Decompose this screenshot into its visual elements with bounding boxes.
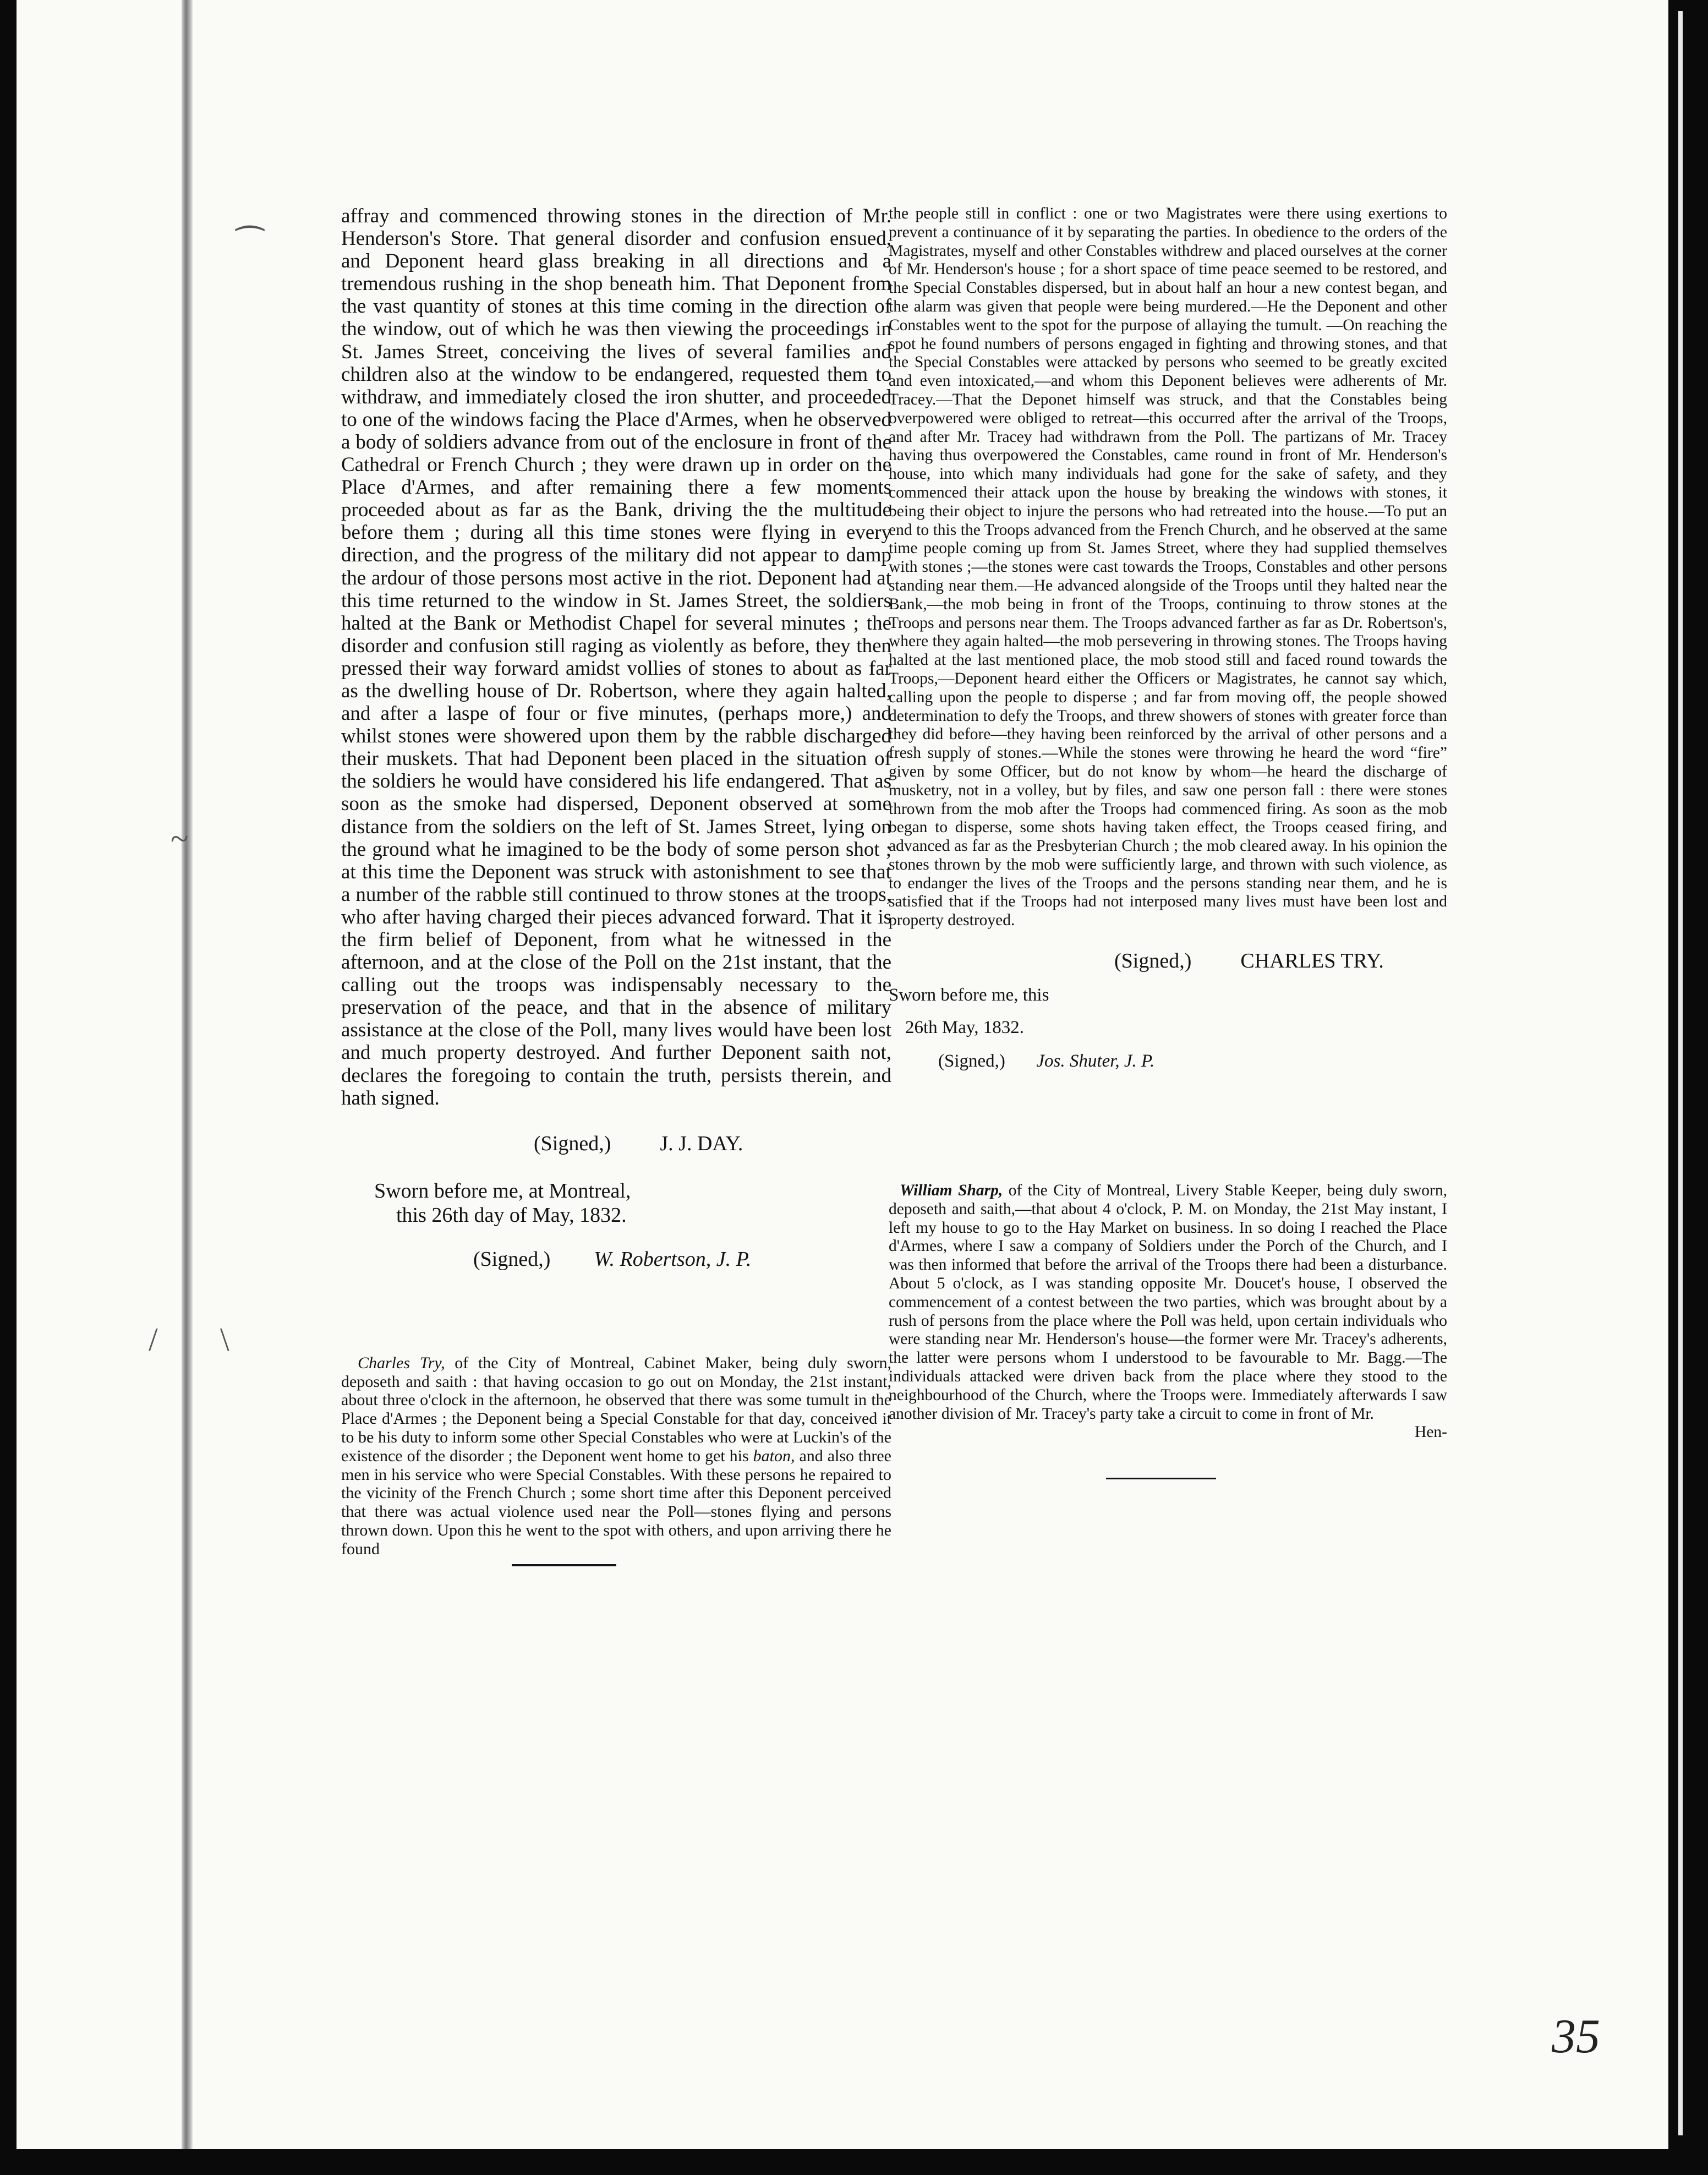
signature-line: (Signed,) CHARLES TRY. xyxy=(1114,949,1384,973)
signatory-name: CHARLES TRY. xyxy=(1240,949,1384,973)
magistrate-signature: (Signed,) Jos. Shuter, J. P. xyxy=(938,1051,1155,1072)
signature-line: (Signed,) J. J. DAY. xyxy=(534,1132,743,1155)
document-page xyxy=(17,0,1685,2149)
scan-mark: ⁀ xyxy=(237,227,264,263)
left-column xyxy=(341,205,891,1559)
scan-mark: \ xyxy=(220,1321,229,1358)
page-number: 35 xyxy=(1552,2010,1600,2063)
right-column xyxy=(889,205,1447,1441)
deposition-text: the people still in conflict : one or two Magistrates were there using exertions to prevent a continuance of it by separating the parties. In obedience to the orders of the Magistrates, myself and other Constables withdrew and placed ourselves at the corner of Mr. Henderson's house ; for a short space of time peace seemed to be restored, and the Special Constables dispersed, but in about half an hour a new contest began, and the alarm was given that people were being murdered.—He the Deponent and other Constables went to the spot for the purpose of allaying the tumult. —On reaching the spot he found numbers of persons engaged in fighting and throwing stones, and that the Special Constables were attacked by persons who seemed to be greatly excited and even intoxicated,—and whom this Deponent believes were adherents of Mr. Tracey.—That the Deponet himself was struck, and that the Constables being overpowered were obliged to retreat—this occurred after the arrival of the Troops, and after Mr. Tracey had withdrawn from the Poll. The partizans of Mr. Tracey having thus overpowered the Constables, came round in front of Mr. Henderson's house, into which many individuals had gone for the sake of safety, and they commenced their attack upon the house by breaking the windows with stones, it being their object to injure the persons who had retreated into the house.—To put an end to this the Troops advanced from the French Church, and he observed at the same time people coming up from St. James Street, where they had supplied themselves with stones ;—the stones were cast towards the Troops, Constables and other persons standing near them.—He advanced alongside of the Troops until they halted near the Bank,—the mob being in front of the Troops, continuing to throw stones at the Troops and persons near them. The Troops advanced farther as far as Dr. Robertson's, where they again halted—the mob persevering in throwing stones. The Troops having halted at the last mentioned place, the mob stood still and faced round towards the Troops,—Deponent heard either the Officers or Magistrates, he cannot say which, calling upon the people to disperse ; and far from moving off, the people showed determination to defy the Troops, and threw showers of stones with greater force than they did before—they having been reinforced by the arrival of other persons and a fresh supply of stones.—While the stones were throwing he heard the word “fire” given by some Officer, but do not know by whom—he heard the discharge of musketry, not in a volley, but by files, and saw one person fall : there were stones thrown from the mob after the Troops had commenced firing. As soon as the mob began to disperse, some shots having taken effect, the Troops ceased firing, and advanced as far as the Presbyterian Church ; the mob cleared away. In his opinion the stones thrown by the mob were sufficiently large, and thrown with such violence, as to endanger the lives of the Troops and the persons standing near them, and he is satisfied that if the Troops had not interposed many lives must have been lost and property destroyed. xyxy=(889,205,1447,930)
scan-mark: ~ xyxy=(171,821,189,857)
magistrate-name: Jos. Shuter, J. P. xyxy=(1036,1051,1155,1072)
sworn-statement: Sworn before me, this 26th May, 1832. xyxy=(889,985,1049,1038)
binding-edge xyxy=(182,0,193,2149)
deposition-text: affray and commenced throwing stones in the direction of Mr. Henderson's Store. That general disorder and confusion ensued, and Deponent heard glass breaking in all directions and a tremendous rushing in the shop beneath him. That Deponent from the vast quantity of stones at this time coming in the direction of the window, out of which he was then viewing the proceedings in St. James Street, conceiving the lives of several families and children also at the window to be endangered, requested them to withdraw, and immediately closed the iron shutter, and proceeded to one of the windows facing the Place d'Armes, when he observed a body of soldiers advance from out of the enclosure in front of the Cathedral or French Church ; they were drawn up in order on the Place d'Armes, and after remaining there a few moments proceeded about as far as the Bank, driving the the multitude before them ; during all this time stones were flying in every direction, and the progress of the military did not appear to damp the ardour of those persons most active in the riot. Deponent had at this time returned to the window in St. James Street, the soldiers halted at the Bank or Methodist Chapel for several minutes ; the disorder and confusion still raging as violently as before, they then pressed their way forward amidst vollies of stones to about as far as the dwelling house of Dr. Robertson, where they again halted, and after a laspe of four or five minutes, (perhaps more,) and whilst stones were showered upon them by the rabble discharged their muskets. That had Deponent been placed in the situation of the soldiers he would have considered his life endangered. That as soon as the smoke had dispersed, Deponent observed at some distance from the soldiers on the left of St. James Street, lying on the ground what he imagined to be the body of some person shot ; at this time the Deponent was struck with astonishment to see that a number of the rabble still continued to throw stones at the troops, who after having charged their pieces advanced forward. That it is the firm belief of Deponent, from what he witnessed in the afternoon, and at the close of the Poll on the 21st instant, that the calling out the troops was indispensably necessary to the preservation of the peace, and that in the absence of military assistance at the close of the Poll, many lives would have been lost and much property destroyed. And further Deponent saith not, declares the foregoing to contain the truth, persists therein, and hath signed. xyxy=(341,205,891,1110)
signatory-name: J. J. DAY. xyxy=(660,1132,743,1155)
scan-edge-line xyxy=(1678,11,1683,2135)
deposition-text-try: Charles Try, of the City of Montreal, Cabinet Maker, being duly sworn, deposeth and saith : that having occasion to go out on Monday, the 21st instant, about three o'clock in the afternoon, he observed that there was some tumult in the Place d'Armes ; the Deponent being a Special Constable for that day, conceived it to be his duty to inform some other Special Constables who were at Luckin's of the existence of the disorder ; the Deponent went home to get his baton, and also three men in his service who were Special Constables. With these persons he repaired to the vicinity of the French Church ; some short time after this Deponent perceived that there was actual violence used near the Poll—stones flying and persons thrown down. Upon this he went to the spot with others, and upon arriving there he found xyxy=(341,1353,892,1558)
catchword: Hen- xyxy=(1415,1423,1447,1441)
magistrate-name: W. Robertson, J. P. xyxy=(594,1247,752,1271)
section-divider xyxy=(512,1564,616,1566)
deposition-text-sharp: William Sharp, of the City of Montreal, Livery Stable Keeper, being duly sworn, deposeth and saith,—that about 4 o'clock, P. M. on Monday, the 21st May instant, I left my house to go to the Hay Market on business. In so doing I reached the Place d'Armes, where I saw a company of Soldiers under the Porch of the Church, and I was then informed that before the arrival of the Troops there had been a disturbance. About 5 o'clock, as I was standing opposite Mr. Doucet's house, I observed the commencement of a contest between the two parties, which was brought about by a rush of persons from the place where the Poll was held, upon certain individuals who were standing near Mr. Henderson's house—the former were Mr. Tracey's adherents, the latter were persons whom I understood to be favourable to Mr. Bagg.—The individuals attacked were driven back from the place where they stood to the neighbourhood of the Church, where the Troops were. Immediately afterwards I saw another division of Mr. Tracey's party take a circuit to come in front of Mr. xyxy=(889,1182,1447,1423)
sworn-statement: Sworn before me, at Montreal, this 26th day of May, 1832. xyxy=(374,1179,631,1227)
magistrate-signature: (Signed,) W. Robertson, J. P. xyxy=(473,1247,752,1271)
section-divider xyxy=(1106,1478,1216,1479)
scan-mark: / xyxy=(149,1321,158,1358)
scan-border xyxy=(1668,0,1708,2175)
